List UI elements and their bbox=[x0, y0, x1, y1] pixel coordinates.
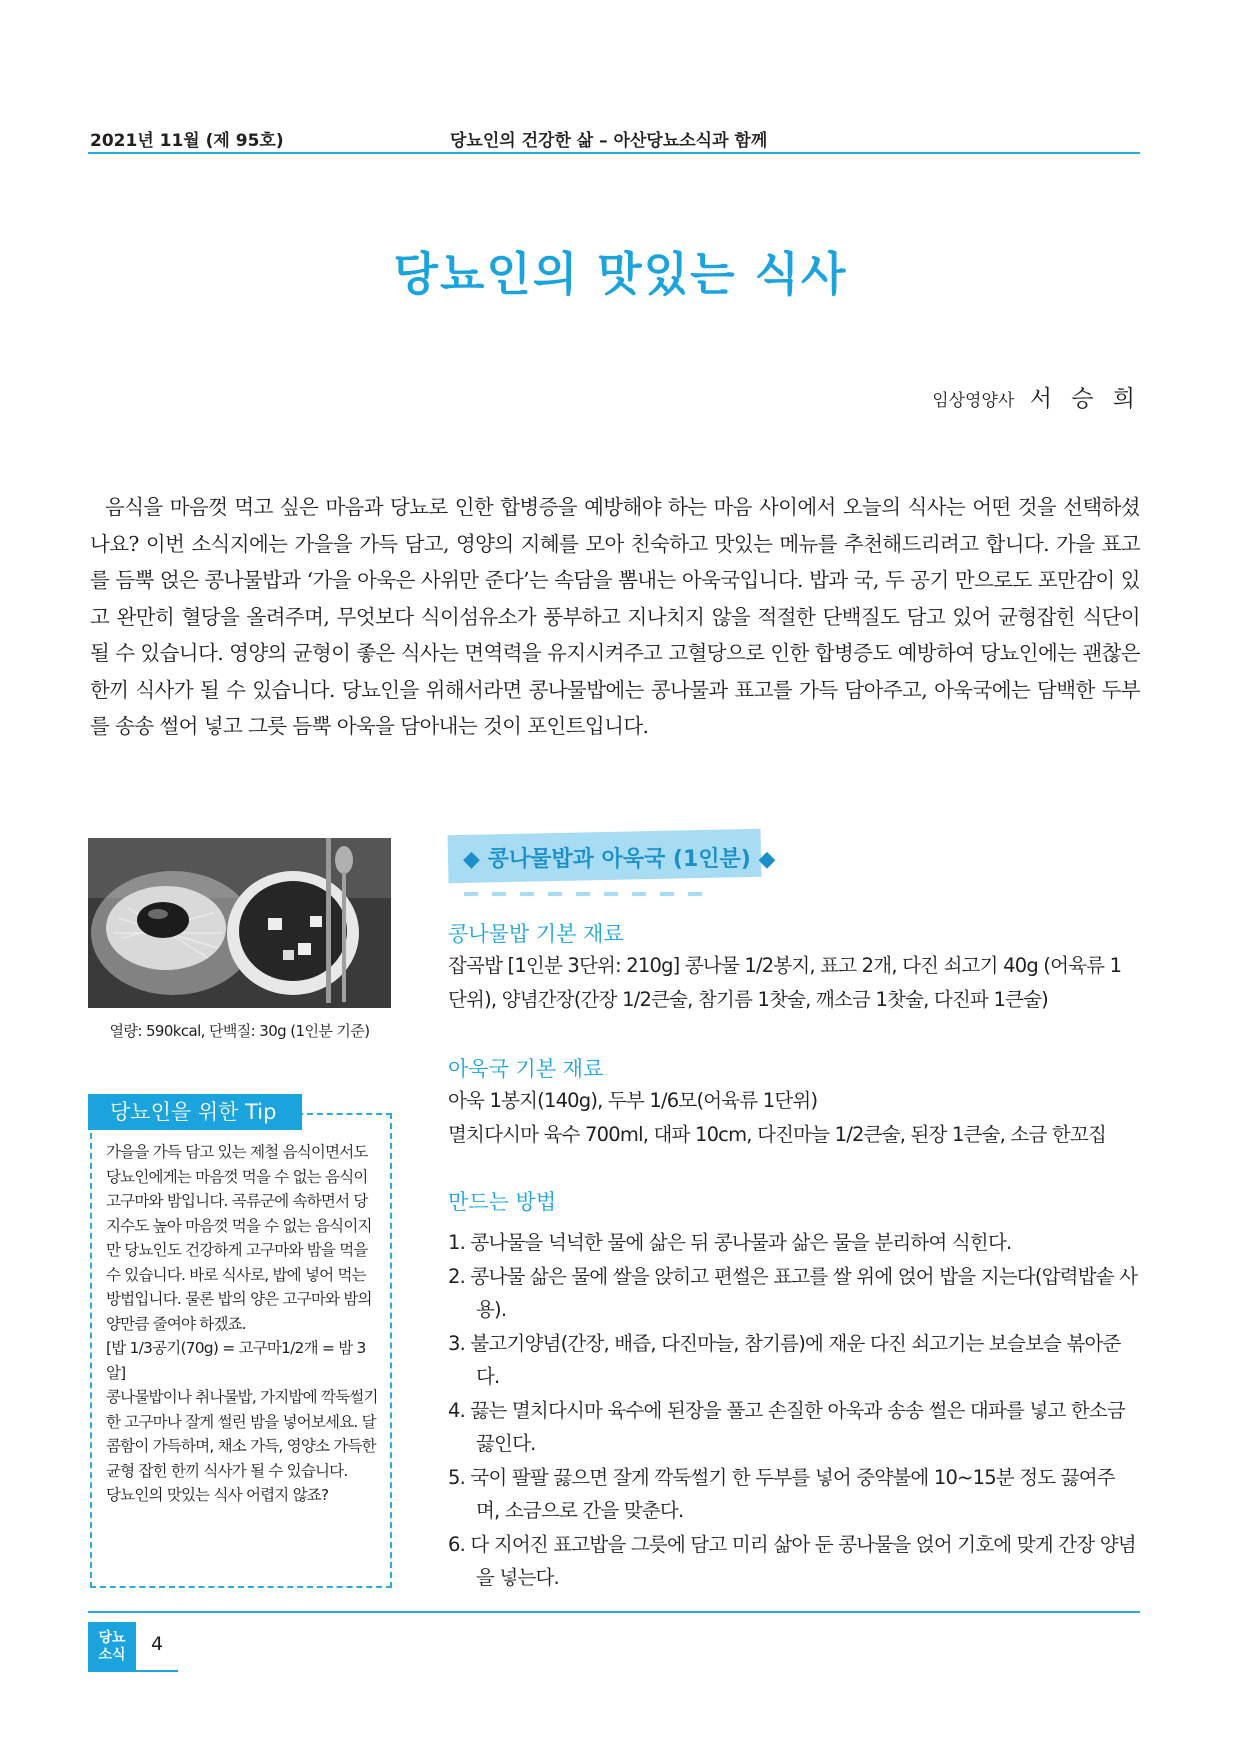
footer-underline bbox=[136, 1670, 178, 1672]
author-role: 임상영양사 bbox=[932, 391, 1015, 411]
footer-divider bbox=[88, 1611, 1140, 1613]
footer-badge bbox=[88, 1622, 136, 1672]
method-step: 5. 국이 팔팔 끓으면 잘게 깍둑썰기 한 두부를 넣어 중약불에 10~15분 정도 끓여주며, 소금으로 간을 맞춘다. bbox=[448, 1465, 1115, 1522]
rice-ingredients-title: 콩나물밥 기본 재료 bbox=[448, 922, 624, 946]
page-title: 당뇨인의 맛있는 식사 bbox=[393, 247, 848, 301]
method-step: 2. 콩나물 삶은 물에 쌀을 앉히고 편썰은 표고를 쌀 위에 얹어 밥을 지는다(압력밥솥 사용). bbox=[448, 1264, 1138, 1321]
recipe-banner-title: ◆ 콩나물밥과 아욱국 (1인분) ◆ bbox=[463, 847, 776, 872]
tip-content bbox=[106, 1140, 381, 1508]
method-step: 6. 다 지어진 표고밥을 그릇에 담고 미리 삶아 둔 콩나물을 얹어 기호에 맞게 간장 양념을 넣는다. bbox=[448, 1532, 1136, 1589]
footer-badge-line: 당뇨 bbox=[98, 1630, 126, 1646]
food-photo bbox=[88, 838, 391, 1008]
tip-paragraph: 가을을 가득 담고 있는 제철 음식이면서도 당뇨인에게는 마음껏 먹을 수 없는 음식이 고구마와 밤입니다. 곡류군에 속하면서 당지수도 높아 마음껏 먹을 수 없는 음식이지만 당뇨인도 건강하게 고구마와 밤을 먹을 수 있습니다. 바로 식사로, 밥에 넣어 먹는 방법입니다. 물론 밥의 양은 고구마와 밤의 양만큼 줄여야 하겠죠. bbox=[106, 1143, 372, 1333]
tip-paragraph: 당뇨인의 맛있는 식사 어렵지 않죠? bbox=[106, 1486, 329, 1504]
banner-decoration bbox=[464, 892, 704, 896]
soup-ingredients-line: 멸치다시마 육수 700ml, 대파 10cm, 다진마늘 1/2큰술, 된장 1큰술, 소금 한꼬집 bbox=[448, 1123, 1107, 1146]
page-number: 4 bbox=[151, 1633, 164, 1655]
method-steps bbox=[448, 1226, 1138, 1595]
header-divider bbox=[88, 152, 1140, 154]
header-title: 당뇨인의 건강한 삶 – 아산당뇨소식과 함께 bbox=[450, 131, 768, 151]
tip-paragraph: 콩나물밥이나 취나물밥, 가지밥에 깍둑썰기한 고구마나 잘게 썰린 밤을 넣어보세요. 달콤함이 가득하며, 채소 가득, 영양소 가득한 균형 잡힌 한끼 식사가 될 수 있습니다. bbox=[106, 1388, 378, 1480]
soup-ingredients-title: 아욱국 기본 재료 bbox=[448, 1057, 604, 1081]
rice-ingredients: 잡곡밥 [1인분 3단위: 210g] 콩나물 1/2봉지, 표고 2개, 다진 쇠고기 40g (어육류 1단위), 양념간장(간장 1/2큰술, 참기름 1찻술, 깨소금 1찻술, 다진파 1큰술) bbox=[448, 954, 1122, 1011]
method-step: 3. 불고기양념(간장, 배즙, 다진마늘, 참기름)에 재운 다진 쇠고기는 보슬보슬 볶아준다. bbox=[448, 1331, 1121, 1388]
footer-badge-line: 소식 bbox=[98, 1647, 126, 1663]
tip-paragraph: [밥 1/3공기(70g) = 고구마1/2개 = 밤 3알] bbox=[106, 1339, 366, 1382]
photo-caption: 열량: 590kcal, 단백질: 30g (1인분 기준) bbox=[109, 1022, 370, 1040]
method-step: 1. 콩나물을 넉넉한 물에 삶은 뒤 콩나물과 삶은 물을 분리하여 식힌다. bbox=[448, 1231, 1012, 1254]
intro-paragraph: 음식을 마음껏 먹고 싶은 마음과 당뇨로 인한 합병증을 예방해야 하는 마음 사이에서 오늘의 식사는 어떤 것을 선택하셨나요? 이번 소식지에는 가을을 가득 담고, 영양의 지혜를 모아 친숙하고 맛있는 메뉴를 추천해드리려고 합니다. 가을 표고를 듬뿍 얹은 콩나물밥과 ‘가을 아욱은 사위만 준다’는 속담을 뽐내는 아욱국입니다. 밥과 국, 두 공기 만으로도 포만감이 있고 완만히 혈당을 올려주며, 무엇보다 식이섬유소가 풍부하고 지나치지 않을 적절한 단백질도 담고 있어 균형잡힌 식단이 될 수 있습니다. 영양의 균형이 좋은 식사는 면역력을 유지시켜주고 고혈당으로 인한 합병증도 예방하여 당뇨인에는 괜찮은 한끼 식사가 될 수 있습니다. 당뇨인을 위해서라면 콩나물밥에는 콩나물과 표고를 가득 담아주고, 아욱국에는 담백한 두부를 송송 썰어 넣고 그릇 듬뿍 아욱을 담아내는 것이 포인트입니다. bbox=[90, 495, 1140, 738]
method-title: 만드는 방법 bbox=[448, 1190, 557, 1214]
author-line bbox=[932, 380, 1141, 413]
method-step: 4. 끓는 멸치다시마 육수에 된장을 풀고 손질한 아욱과 송송 썰은 대파를 넣고 한소금 끓인다. bbox=[448, 1398, 1126, 1455]
tip-title: 당뇨인을 위한 Tip bbox=[88, 1094, 302, 1130]
soup-ingredients-line: 아욱 1봉지(140g), 두부 1/6모(어육류 1단위) bbox=[448, 1089, 818, 1112]
food-photo-image bbox=[88, 838, 391, 1008]
header-issue: 2021년 11월 (제 95호) bbox=[90, 131, 284, 151]
author-name: 서 승 희 bbox=[1029, 386, 1141, 412]
